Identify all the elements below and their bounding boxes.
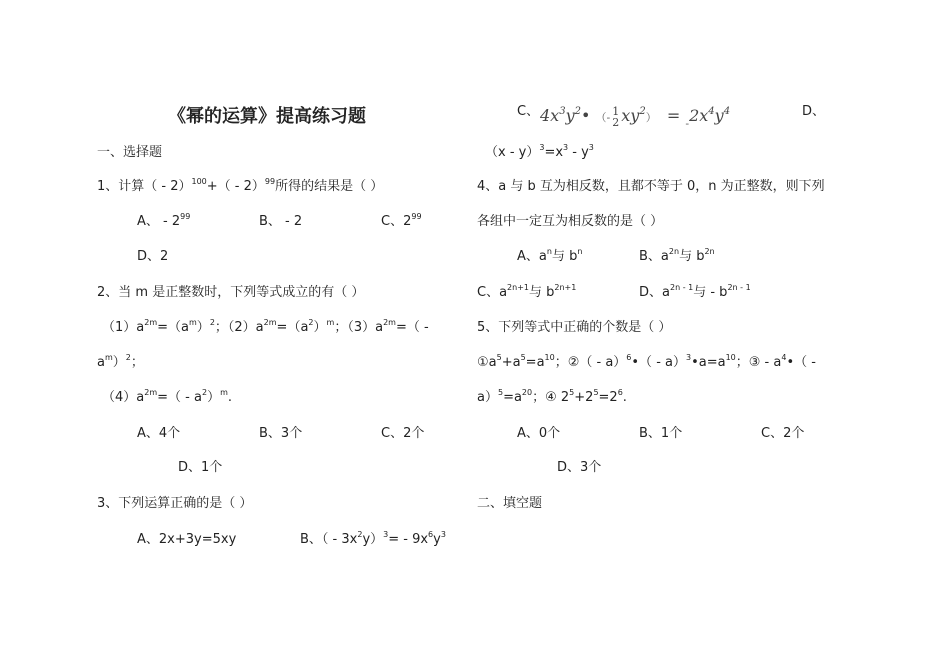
q4-option-c[interactable]: C、$a^{2n+1}$与 $b^{2n+1}$ bbox=[477, 283, 577, 300]
q2-option-a[interactable]: A、4个 bbox=[137, 426, 181, 441]
question-5-stem: 5、下列等式中正确的个数是（ ） bbox=[477, 320, 672, 335]
q1-option-c[interactable] bbox=[381, 214, 422, 230]
q3-option-c-formula: $4x^3y^2•$ （- 1 2 $xy^2) = _-2x^4y^4$ bbox=[540, 104, 731, 130]
q5-option-b[interactable]: B、1个 bbox=[639, 426, 683, 441]
q2-option-c[interactable]: C、2个 bbox=[381, 426, 425, 441]
question-3-stem: 3、下列运算正确的是（ ） bbox=[97, 496, 253, 511]
q1-option-a-exp: 99 bbox=[180, 212, 191, 221]
q5-option-d[interactable]: D、3个 bbox=[557, 460, 602, 475]
q3-option-d-label[interactable]: D、 bbox=[802, 104, 826, 119]
q2-line-3: $(4)a^{2m}=( - a^2)^m$. bbox=[102, 388, 233, 405]
q1-option-a-text: A、 - 2 bbox=[137, 214, 181, 229]
q1-exp2: 99 bbox=[264, 177, 276, 186]
q1-tail: 所得的结果是（ ） bbox=[275, 179, 384, 194]
q2-option-b[interactable]: B、3个 bbox=[259, 426, 303, 441]
q5-option-c[interactable]: C、2个 bbox=[761, 426, 805, 441]
section-heading-choice: 一、选择题 bbox=[97, 145, 163, 160]
q1-option-a[interactable] bbox=[137, 214, 190, 230]
q5-option-a[interactable]: A、0个 bbox=[517, 426, 561, 441]
question-4-stem-line-1: 4、a 与 b 互为相反数，且都不等于 0，n 为正整数，则下列 bbox=[477, 179, 825, 194]
q5-line-2: $a)^5=a^{20}$；④ $2^5+2^5=2^6$. bbox=[477, 388, 627, 405]
q1-option-d[interactable]: D、2 bbox=[137, 249, 169, 264]
section-heading-fill: 二、填空题 bbox=[477, 496, 543, 511]
q2-line-2: $a^m)^2$； bbox=[97, 353, 144, 370]
question-1-stem bbox=[97, 179, 383, 195]
q2-option-d[interactable]: D、1个 bbox=[178, 460, 223, 475]
q3-option-c-label[interactable]: C、 bbox=[517, 104, 540, 119]
q1-option-b[interactable]: B、 - 2 bbox=[259, 214, 303, 229]
q1-option-c-text: C、2 bbox=[381, 214, 412, 229]
q3-option-a[interactable]: A、2x+3y=5xy bbox=[137, 532, 237, 547]
page-title: 《幂的运算》提高练习题 bbox=[168, 106, 366, 127]
q1-exp1: 100 bbox=[191, 177, 207, 186]
q1-option-c-exp: 99 bbox=[411, 212, 422, 221]
q5-line-1: $①a^5+a^5=a^{10}$；②（ - a）$^6$•（ - $a)^3•a=a^{10}$；③ - $a^4•$（ - bbox=[477, 353, 816, 370]
q4-option-d[interactable]: D、$a^{2n - 1}$与 - $b^{2n - 1}$ bbox=[639, 283, 751, 300]
q1-lead: 1、计算（ - 2） bbox=[97, 179, 192, 194]
q3-option-b[interactable]: B、（ - $3x^2y)^3= - 9x^6y^3$ bbox=[300, 530, 446, 547]
q4-option-a[interactable]: A、$a^n$与 $b^n$ bbox=[517, 247, 583, 264]
q2-line-1: $(1)a^{2m}=(a^m)^2$；$(2)a^{2m}=(a^2)^m$；$(3)a^{2m}=$（ - bbox=[102, 318, 429, 335]
q3-option-d[interactable]: $(x - y)^3=x^3 - y^3$ bbox=[485, 143, 594, 160]
question-4-stem-line-2: 各组中一定互为相反数的是（ ） bbox=[477, 214, 664, 229]
q4-option-b[interactable]: B、$a^{2n}$与 $b^{2n}$ bbox=[639, 247, 715, 264]
question-2-stem: 2、当 m 是正整数时，下列等式成立的有（ ） bbox=[97, 285, 365, 300]
q1-mid: +（ - 2） bbox=[206, 179, 265, 194]
